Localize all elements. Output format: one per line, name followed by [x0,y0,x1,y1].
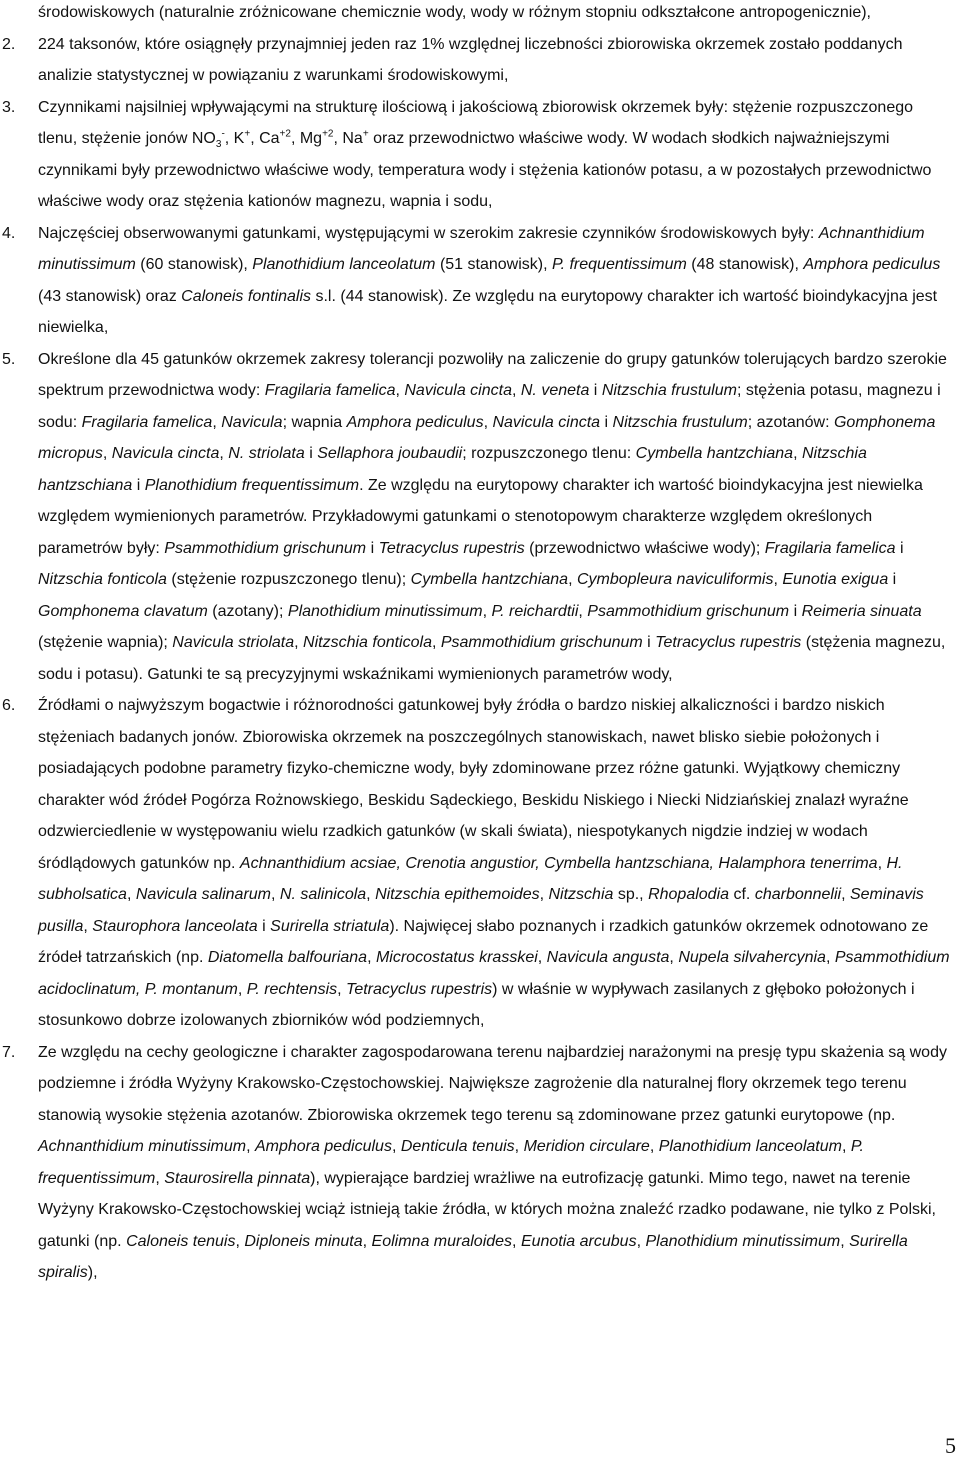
text-fragment: i [888,571,897,588]
text-fragment: i [257,917,271,935]
species-name: Psammothidium grischunum [587,602,790,620]
text-fragment: , [773,571,783,588]
species-name: P. frequentissimum [551,256,687,273]
text-fragment: , Ca [250,130,280,147]
species-name: Navicula cincta [111,445,220,462]
species-name: Denticula tenuis [400,1138,515,1155]
text-fragment: , [482,602,492,620]
text-fragment: , [483,413,493,431]
text-fragment: Czynnikami najsilniej wpływającymi na strukturę ilościową i jakościową zbiorowisk okrzemek były: stężenie rozpuszczonego tlenu, stężenie jonów NO [38,98,914,147]
species-name: Surirella striatula [270,917,390,935]
species-name: Navicula cincta [492,413,601,431]
text-fragment: , [367,949,376,966]
list-item-text [38,36,902,85]
text-fragment: ) w właśnie w wypływach zasilanych z głęboko położonych i stosunkowo dobrze izolowanych zbiorników wód podziemnych, [38,980,915,1029]
text-fragment: , [362,1232,372,1250]
list-item-number: 3. [2,98,16,116]
list-item-number: 4. [2,224,16,242]
text-fragment: , [793,445,802,462]
species-name: Nitzschia epithemoides [375,886,540,903]
text-fragment: (51 stanowisk), [435,256,552,273]
species-name: Gomphonema micropus [38,413,936,462]
text-fragment: Źródłami o najwyższym bogactwie i różnorodności gatunkowej były źródła o bardzo niskiej alkaliczności i bardzo niskich stężeniach badanych jonów. Zbiorowiska okrzemek na poszczególnych stanowiskach, nawet blisko siebie położonych i posiadających podobne parametry fizyko-chemiczne wody, były zdominowane przez różne gatunki. Wyjątkowy chemiczny charakter wód źródeł Pogórza Rożnowskiego, Beskidu Sądeckiego, Beskidu Niskiego i Niecki Nidziańskiej znalazł wyraźne odzwierciedlenie w występowaniu wielu rzadkich gatunków (w skali świata), niespotykanych nigdzie indziej w wodach śródlądowych gatunków np. [38,697,909,872]
species-name: Eunotia exigua [782,571,889,588]
text-fragment: (48 stanowisk), [686,256,804,273]
species-name: Planothidium minutissimum [645,1232,841,1250]
text-fragment: , [126,886,136,903]
text-fragment: ; stężenia potasu, magnezu i sodu: [38,382,941,431]
species-name: P. reichardtii [491,602,579,620]
text-fragment: , Na [333,130,363,147]
species-name: Nitzschia frustulum [612,413,748,431]
text-fragment: sp., [613,886,649,903]
species-name: Nitzschia fonticola [38,571,167,588]
species-name: Planothidium lanceolatum [658,1138,842,1155]
species-name: Cymbella hantzchiana [410,571,569,588]
species-name: Eolimna muraloides [371,1232,513,1250]
species-name: Amphora pediculus [254,1138,392,1155]
text-fragment: ), [87,1264,98,1281]
text-fragment: , [649,1138,659,1155]
species-name: Meridion circulare [523,1138,650,1155]
text-fragment: i [304,445,318,462]
species-name: Tetracyclus rupestris [378,539,525,557]
species-name: Nitzschia frustulum [601,382,737,399]
text-fragment: Określone dla 45 gatunków okrzemek zakresy tolerancji pozwoliły na zaliczenie do grupy gatunków tolerujących bardzo szerokie spektrum przewodnictwa wody: [38,350,947,399]
list-item-text [38,1044,947,1282]
species-name: Caloneis tenuis [126,1232,236,1250]
text-fragment: , [512,1232,521,1250]
species-name: Planothidium frequentissimum [144,476,360,494]
species-name: Navicula cincta [404,382,512,399]
text-fragment: i [132,476,145,494]
list-item [0,92,952,218]
species-name: Planothidium minutissimum [287,602,483,620]
species-name: Achnanthidium minutissimum [38,224,925,273]
text-fragment: i [366,539,379,557]
species-name: Fragilaria famelica [764,539,896,557]
text-fragment: oraz przewodnictwo właściwe wody. W wodach słodkich najważniejszymi czynnikami były przewodnictwo właściwe wody, temperatura wody i stężenia kationów potasu, a w pozostałych przewodnictwo właściwe wody oraz stężenia kationów magnezu, wapnia i sodu, [38,130,932,210]
species-name: Gomphonema clavatum [38,602,208,620]
text-fragment: , [366,886,376,903]
species-name: Navicula salinarum [135,886,272,903]
list-item-text [38,351,947,683]
text-fragment: i [589,382,602,399]
species-name: Reimeria sinuata [801,602,922,620]
text-fragment: 3 [215,139,222,151]
species-name: P. frequentissimum [38,1138,864,1187]
text-fragment: (przewodnictwo właściwe wody); [524,539,765,557]
list-item [0,29,952,92]
species-name: Psammothidium grischunum [440,634,643,651]
text-fragment: +2 [322,128,334,140]
text-fragment: i [600,413,613,431]
text-fragment: , [219,445,229,462]
text-fragment: s.l. (44 stanowisk). Ze względu na eurytopowy charakter ich wartość bioindykacyjna jest niewielka, [38,287,938,336]
species-name: Cymbopleura naviculiformis [576,571,774,588]
species-name: N. veneta [520,382,590,399]
text-fragment: , K [224,130,245,147]
text-fragment: , [431,634,441,651]
text-fragment: . Ze względu na eurytopowy charakter ich wartość bioindykacyjna jest niewielka względem wymienionych parametrów. Przykładowymi gatunkami o stenotopowym charakterze względem określonych parametrów były: [38,476,923,557]
species-name: Diatomella balfouriana [207,949,368,966]
text-fragment: , [825,949,835,966]
species-name: Microcostatus krasskei [375,949,538,966]
text-fragment: , Mg [290,130,323,147]
page-number: 5 [945,1433,956,1458]
text-fragment: , [246,1138,255,1155]
species-name: Nitzschia [548,886,614,903]
species-name: N. salinicola [279,886,367,903]
text-fragment: Najczęściej obserwowanymi gatunkami, występującymi w szerokim zakresie czynników środowiskowych były: [38,224,819,242]
species-name: Nupela silvahercynia [678,949,826,966]
species-name: Achnanthidium minutissimum [38,1138,247,1155]
species-name: Fragilaria famelica [264,382,396,399]
continuation-paragraph: środowiskowych (naturalnie zróżnicowane chemicznie wody, wody w różnym stopniu odkształcone antropogenicznie), [38,4,871,21]
text-fragment: , [337,980,347,998]
text-fragment: , [841,1138,851,1155]
text-fragment: , [391,1138,401,1155]
text-fragment: , [539,886,549,903]
text-fragment: ; azotanów: [747,413,834,431]
species-name: Amphora pediculus [346,413,484,431]
list-item-text [38,225,940,337]
species-name: Staurosirella pinnata [164,1169,311,1187]
text-fragment: , [840,1232,850,1250]
species-name: Eunotia arcubus [520,1232,637,1250]
species-name: Planothidium lanceolatum [252,256,436,273]
list-item [0,690,952,1037]
species-name: Psammothidium acidoclinatum, P. montanum [38,949,950,998]
text-fragment: , [83,917,93,935]
text-fragment: (43 stanowisk) oraz [38,287,182,305]
species-name: Diploneis minuta [244,1232,363,1250]
species-name: Navicula [221,413,283,431]
list-item [0,1037,952,1289]
text-fragment: , [155,1169,165,1187]
text-fragment: , [636,1232,646,1250]
species-name: Cymbella hantzchiana [635,445,794,462]
text-fragment: cf. [729,886,755,903]
text-fragment: + [244,128,251,140]
text-fragment: +2 [279,128,291,140]
list-item [0,344,952,691]
text-fragment: , [395,382,405,399]
species-name: Seminavis pusilla [38,886,924,935]
text-fragment: (stężenie wapnia); [38,634,173,651]
text-fragment: i [642,634,656,651]
text-fragment: ; wapnia [282,413,347,431]
text-fragment: - [221,128,225,140]
text-fragment: (stężenie rozpuszczonego tlenu); [166,571,411,588]
species-name: Tetracyclus rupestris [346,980,493,998]
text-fragment: i [789,602,802,620]
text-fragment: , [877,854,887,872]
species-name: P. rechtensis [246,980,338,998]
species-name: Caloneis fontinalis [181,287,312,305]
text-fragment: Ze względu na cechy geologiczne i charakter zagospodarowana terenu najbardziej narażonymi na presję typu skażenia są wody podziemne i źródła Wyżyny Krakowsko-Częstochowskiej. Największe zagrożenie dla naturalnej flory okrzemek tego terenu stanowią wysokie stężenia azotanów. Zbiorowiska okrzemek tego terenu są zdominowane przez gatunki eurytopowe (np. [38,1043,947,1124]
text-fragment: , [568,571,577,588]
text-fragment: , [212,413,222,431]
list-item-text [38,99,931,211]
text-fragment: i [895,539,904,557]
text-fragment: ; rozpuszczonego tlenu: [462,445,636,462]
text-fragment: (azotany); [207,602,288,620]
conclusions-list [0,29,952,1289]
text-fragment: , [511,382,521,399]
species-name: Fragilaria famelica [81,413,213,431]
text-fragment: , [294,634,304,651]
text-fragment: , [578,602,588,620]
text-fragment: 224 taksonów, które osiągnęły przynajmniej jeden raz 1% względnej liczebności zbiorowiska okrzemek zostało poddanych analizie statystycznej w powiązaniu z warunkami środowiskowymi, [38,35,903,84]
text-fragment: (stężenia magnezu, sodu i potasu). Gatunki te są precyzyjnymi wskaźnikami wymienionych parametrów wody, [38,634,946,683]
species-name: charbonnelii [754,886,842,903]
text-fragment: ), wypierające bardziej wrażliwe na eutrofizację gatunki. Mimo tego, nawet na terenie Wyżyny Krakowsko-Częstochowskiej wciąż istnieją takie źródła, w których można znaleźć rzadko podawane, nie tylko z Polski, gatunki (np. [38,1169,936,1250]
list-item-number: 2. [2,35,16,53]
list-item-number: 7. [2,1043,16,1061]
text-fragment: , [669,949,679,966]
text-fragment: ). Najwięcej słabo poznanych i rzadkich gatunków okrzemek odnotowano ze źródeł tatrzańskich (np. [38,917,929,966]
species-name: Tetracyclus rupestris [655,634,802,651]
text-fragment: , [537,949,547,966]
text-fragment: + [362,128,369,140]
text-fragment: , [271,886,280,903]
species-name: Surirella spiralis [38,1232,908,1281]
species-name: Staurophora lanceolata [92,917,258,935]
species-name: Achnanthidium acsiae, Crenotia angustior, Cymbella hantzschiana, Halamphora tenerrima [239,854,878,872]
text-fragment: , [514,1138,524,1155]
text-fragment: , [102,445,112,462]
species-name: Nitzschia hantzschiana [38,445,867,494]
species-name: Navicula striolata [172,634,295,651]
list-item [0,218,952,344]
species-name: Sellaphora joubaudii [317,445,463,462]
text-fragment: , [235,1232,245,1250]
list-item-number: 6. [2,697,16,714]
species-name: Rhopalodia [648,886,730,903]
text-fragment: , [237,980,247,998]
species-name: Navicula angusta [546,949,670,966]
species-name: N. striolata [228,445,305,462]
text-fragment: (60 stanowisk), [135,256,253,273]
species-name: H. subholsatica [38,854,903,903]
list-item-number: 5. [2,350,16,368]
species-name: Psammothidium grischunum [164,539,367,557]
text-fragment: , [841,886,850,903]
species-name: Amphora pediculus [803,256,941,273]
species-name: Nitzschia fonticola [303,634,432,651]
list-item-text [38,697,950,1029]
